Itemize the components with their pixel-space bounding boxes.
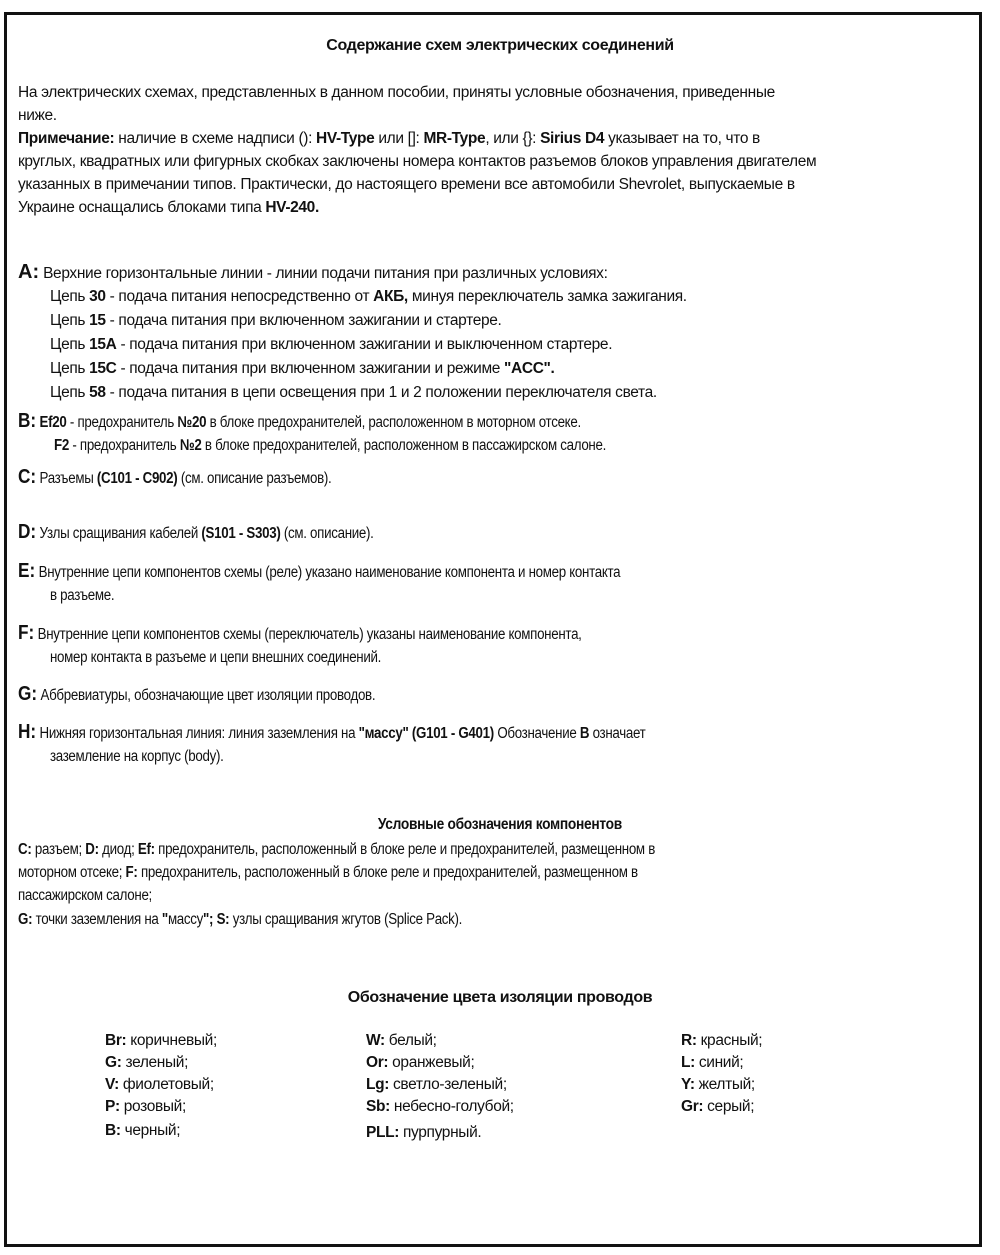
note-line-2: круглых, квадратных или фигурных скобках заключены номера контактов разъемов блоков управления двигателем: [18, 153, 817, 170]
legend-letter-g: G:: [18, 683, 38, 705]
legend-letter-f: F:: [18, 622, 35, 644]
legend-item-h: H: Нижняя горизонтальная линия: линия заземления на "массу" (G101 - G401) Обозначение B означает: [18, 721, 646, 743]
legend-item-b: B: Ef20 - предохранитель №20 в блоке предохранителей, расположенном в моторном отсеке.: [18, 410, 581, 432]
color-g: G: зеленый;: [105, 1054, 189, 1071]
components-title: Условные обозначения компонентов: [377, 816, 623, 833]
color-w: W: белый;: [366, 1032, 437, 1049]
color-v: V: фиолетовый;: [105, 1076, 214, 1093]
note-line-4: Украине оснащались блоками типа HV-240.: [18, 199, 319, 216]
components-line-4: G: точки заземления на "массу"; S: узлы сращивания жгутов (Splice Pack).: [18, 911, 463, 928]
color-sb: Sb: небесно-голубой;: [366, 1098, 514, 1115]
legend-letter-h: H:: [18, 721, 37, 743]
legend-item-h-line-2: заземление на корпус (body).: [50, 748, 224, 765]
page-title: Содержание схем электрических соединений: [326, 37, 674, 54]
legend-letter-c: C:: [18, 466, 37, 488]
note-line-3: указанных в примечании типов. Практически, до настоящего времени все автомобили Shevrolet, выпускаемые в: [18, 176, 795, 193]
components-line-2: моторном отсеке; F: предохранитель, расположенный в блоке реле и предохранителей, размещенном в: [18, 864, 638, 881]
color-l: L: синий;: [681, 1054, 744, 1071]
color-gr: Gr: серый;: [681, 1098, 755, 1115]
legend-item-e: E: Внутренние цепи компонентов схемы (реле) указано наименование компонента и номер контакта: [18, 560, 621, 582]
note-line-1: Примечание: наличие в схеме надписи (): HV-Type или []: MR-Type, или {}: Sirius D4 указывает на то, что в: [18, 130, 760, 147]
circuit-30: Цепь 30 - подача питания непосредственно от АКБ, минуя переключатель замка зажигания.: [50, 288, 687, 305]
color-or: Or: оранжевый;: [366, 1054, 475, 1071]
color-br: Br: коричневый;: [105, 1032, 217, 1049]
circuit-15c: Цепь 15C - подача питания при включенном зажигании и режиме "ACC".: [50, 360, 555, 377]
circuit-15a: Цепь 15A - подача питания при включенном зажигании и выключенном стартере.: [50, 336, 613, 353]
legend-letter-e: E:: [18, 560, 36, 582]
wire-colors-title: Обозначение цвета изоляции проводов: [347, 989, 653, 1006]
legend-item-b-line-2: F2 - предохранитель №2 в блоке предохранителей, расположенном в пассажирском салоне.: [54, 437, 607, 454]
circuit-15: Цепь 15 - подача питания при включенном зажигании и стартере.: [50, 312, 502, 329]
legend-letter-a: A:: [18, 261, 40, 283]
legend-item-e-line-2: в разъеме.: [50, 587, 115, 604]
legend-letter-d: D:: [18, 521, 37, 543]
circuit-58: Цепь 58 - подача питания в цепи освещения при 1 и 2 положении переключателя света.: [50, 384, 657, 401]
color-b: B: черный;: [105, 1122, 181, 1139]
color-lg: Lg: светло-зеленый;: [366, 1076, 507, 1093]
legend-item-f-line-2: номер контакта в разъеме и цепи внешних соединений.: [50, 649, 382, 666]
color-pll: PLL: пурпурный.: [366, 1124, 482, 1141]
color-p: P: розовый;: [105, 1098, 186, 1115]
legend-letter-b: B:: [18, 410, 37, 432]
legend-item-g: G: Аббревиатуры, обозначающие цвет изоляции проводов.: [18, 683, 376, 705]
color-r: R: красный;: [681, 1032, 763, 1049]
color-y: Y: желтый;: [681, 1076, 755, 1093]
intro-line-2: ниже.: [18, 107, 57, 124]
legend-item-c: C: Разъемы (C101 - C902) (см. описание разъемов).: [18, 466, 332, 488]
components-line-3: пассажирском салоне;: [18, 887, 152, 904]
note-label: Примечание:: [18, 130, 115, 147]
legend-item-f: F: Внутренние цепи компонентов схемы (переключатель) указаны наименование компонента,: [18, 622, 582, 644]
legend-item-a: A: Верхние горизонтальные линии - линии подачи питания при различных условиях:: [18, 261, 608, 283]
legend-item-d: D: Узлы сращивания кабелей (S101 - S303) (см. описание).: [18, 521, 374, 543]
components-line-1: C: разъем; D: диод; Ef: предохранитель, расположенный в блоке реле и предохранителей, размещенном в: [18, 841, 655, 858]
intro-line-1: На электрических схемах, представленных в данном пособии, приняты условные обозначения, приведенные: [18, 84, 775, 101]
